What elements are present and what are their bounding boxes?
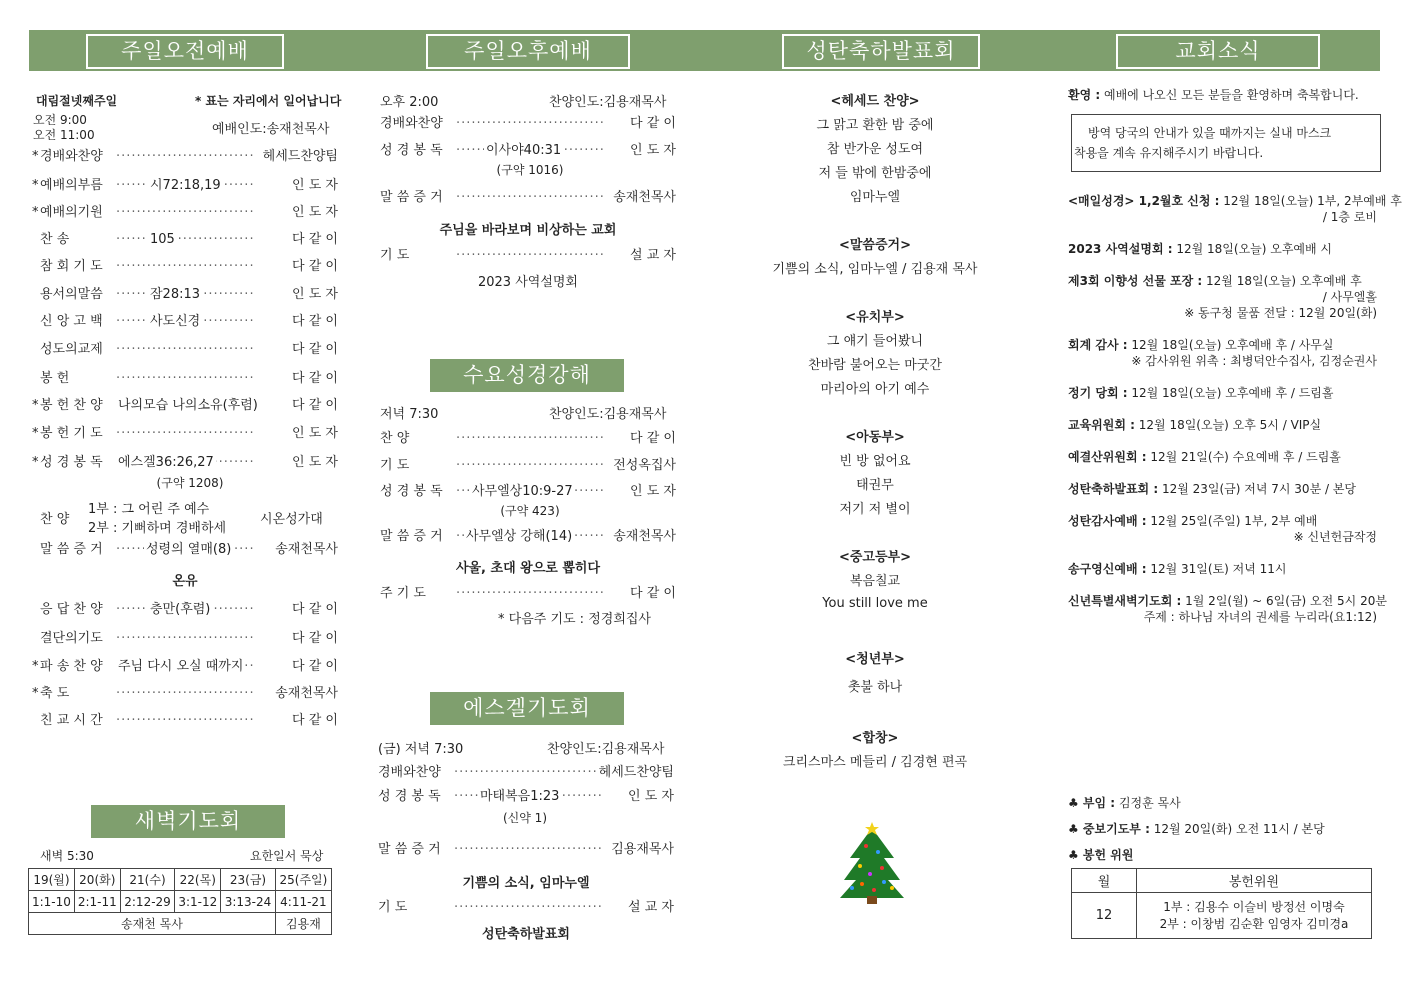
order-row: [40, 341, 338, 359]
order-row: [40, 258, 338, 276]
ezekiel-sermon-label: 말 씀 증 거: [378, 842, 441, 857]
order-label: 성 경 봉 독: [380, 143, 443, 158]
dawn-passage-cell: 2:12-29: [120, 891, 175, 913]
dawn-passage-cell: 2:1-11: [74, 891, 120, 913]
order-row: [40, 370, 338, 388]
order-label: 예배의부름: [40, 178, 103, 193]
order-row: [380, 430, 676, 448]
kindergarten-2: 찬바람 불어오는 마굿간: [808, 358, 942, 373]
order-label: 경배와찬양: [380, 116, 443, 131]
hesed-song-3: 저 들 밖에 한밤중에: [818, 166, 932, 181]
ezekiel-header: 에스겔기도회: [430, 692, 624, 725]
order-row: [40, 601, 338, 619]
ezekiel-sermon-row: [378, 841, 674, 859]
order-label: 봉 헌 찬 양: [40, 398, 103, 413]
order-row: [32, 177, 338, 195]
bottom-item-1: [1068, 794, 1181, 811]
ezekiel-time: (금) 저녁 7:30: [378, 742, 464, 757]
order-row: [32, 148, 338, 166]
news-item-3-text3: ※ 동구청 물품 전달 : 12월 20일(화): [1184, 306, 1377, 320]
mask-notice-box: [1071, 114, 1381, 172]
afternoon-scripture-sub: (구약 1016): [496, 163, 564, 177]
order-row: [40, 313, 338, 331]
news-item-9-title: 성탄감사예배 :: [1068, 514, 1147, 528]
standing-marker: *: [32, 178, 39, 193]
next-week-prayer: * 다음주 기도 : 정경희집사: [498, 612, 651, 627]
wednesday-sermon-title: 사울, 초대 왕으로 뽑히다: [455, 561, 601, 576]
young-adult-title: <청년부>: [845, 652, 905, 667]
dawn-day-cell: 20(화): [74, 869, 120, 891]
order-row: [380, 142, 676, 160]
duty-header-month: 월: [1072, 869, 1137, 893]
mask-notice-1: 방역 당국의 안내가 있을 때까지는 실내 마스크: [1088, 126, 1332, 140]
order-person: 인 도 자: [292, 455, 338, 470]
news-item-8: [1068, 480, 1356, 497]
order-person: 다 같 이: [292, 631, 338, 646]
service-time-2: 오전 11:00: [33, 128, 95, 142]
order-label: 성 경 봉 독: [378, 789, 441, 804]
order-row: [378, 788, 674, 806]
news-item-11: [1068, 592, 1387, 609]
dawn-day-cell: 19(월): [29, 869, 75, 891]
lords-prayer-row: [380, 585, 676, 603]
order-label: 친 교 시 간: [40, 713, 103, 728]
dawn-prayer-header: 새벽기도회: [91, 805, 285, 838]
order-label: 성 경 봉 독: [380, 484, 443, 499]
order-detail: 시72:18,19: [150, 178, 221, 193]
news-item-4: [1068, 336, 1333, 353]
welcome-line: [1068, 86, 1359, 103]
christmas-program-header: 성탄축하발표회: [782, 34, 980, 69]
order-label: 신 앙 고 백: [40, 314, 103, 329]
news-item-5-text: 12월 18일(오늘) 오후예배 후 / 드림홀: [1131, 386, 1334, 400]
order-label: 예배의기원: [40, 205, 103, 220]
lords-prayer-by: 다 같 이: [630, 586, 676, 601]
sermon-series: 성령의 열매(8): [146, 542, 232, 557]
afternoon-sermon-row: [380, 189, 676, 207]
afternoon-preacher: 송재천목사: [613, 190, 676, 205]
order-label: 봉 헌: [40, 371, 70, 386]
order-person: 다 같 이: [292, 371, 338, 386]
wednesday-sermon-row: [380, 528, 676, 546]
news-item-3-text2: / 사무엘홀: [1322, 290, 1377, 304]
kindergarten-3: 마리아의 아기 예수: [820, 382, 930, 397]
order-person: 인 도 자: [292, 205, 338, 220]
wednesday-sermon-label: 말 씀 증 거: [380, 529, 443, 544]
wednesday-preacher: 송재천목사: [613, 529, 676, 544]
order-detail: 잠28:13: [150, 287, 201, 302]
welcome-title: 환영 :: [1068, 88, 1101, 102]
church-news-header: 교회소식: [1116, 34, 1320, 69]
lords-prayer-label: 주 기 도: [380, 586, 426, 601]
order-row: [40, 712, 338, 730]
order-label: 성 경 봉 독: [40, 455, 103, 470]
service-time-1: 오전 9:00: [33, 113, 87, 127]
order-label: 기 도: [380, 458, 410, 473]
wednesday-time: 저녁 7:30: [380, 407, 439, 422]
news-item-7-title: 예결산위원회 :: [1068, 450, 1147, 464]
order-person: 인 도 자: [630, 143, 676, 158]
youth-title: <중고등부>: [838, 550, 912, 565]
news-item-9-text: 12월 25일(주일) 1부, 2부 예배: [1150, 514, 1318, 528]
order-person: 인 도 자: [630, 484, 676, 499]
hesed-song-1: 그 맑고 환한 밤 중에: [816, 118, 934, 133]
order-row: [380, 457, 676, 475]
news-item-2-title: 2023 사역설명회 :: [1068, 242, 1173, 256]
news-item-7-text: 12월 21일(수) 수요예배 후 / 드림홀: [1150, 450, 1341, 464]
order-detail: 나의모습 나의소유(후렴): [118, 398, 258, 413]
standing-marker: *: [32, 686, 39, 701]
news-item-5: [1068, 384, 1333, 401]
hymn-label: 찬 양: [40, 512, 70, 527]
sermon-row: [40, 541, 338, 559]
order-detail: 이사야40:31: [486, 143, 562, 158]
dawn-book: 요한일서 묵상: [250, 849, 324, 863]
duty-line-2: 2부 : 이창범 김순환 임영자 김미경a: [1159, 916, 1349, 931]
order-person: 다 같 이: [292, 713, 338, 728]
hesed-song-2: 참 반가운 성도여: [826, 142, 924, 157]
afternoon-time: 오후 2:00: [380, 95, 439, 110]
bottom-item-2-text: 12월 20일(화) 오전 11시 / 본당: [1153, 822, 1325, 836]
bottom-item-1-text: 김정훈 목사: [1118, 796, 1181, 810]
order-person: 헤세드찬양팀: [598, 765, 674, 780]
order-label: 찬 양: [380, 431, 410, 446]
afternoon-prayer-row: [380, 247, 676, 265]
afternoon-service-header: 주일오후예배: [426, 34, 630, 69]
standing-marker: *: [32, 205, 39, 220]
order-label: 파 송 찬 양: [40, 659, 103, 674]
order-row: [40, 286, 338, 304]
welcome-text: 예배에 나오신 모든 분들을 환영하며 축복합니다.: [1104, 88, 1359, 102]
ezekiel-scripture-sub: (신약 1): [503, 811, 547, 825]
afternoon-prayer-by: 설 교 자: [630, 248, 676, 263]
hesed-song-4: 임마누엘: [849, 190, 901, 205]
sunday-name: 대림절넷째주일: [36, 94, 118, 108]
dawn-leader-1: 송재천 목사: [29, 913, 276, 935]
news-item-10: [1068, 560, 1287, 577]
order-detail: 주님 다시 오실 때까지: [118, 659, 244, 674]
wednesday-leader: 찬양인도:김용재목사: [549, 407, 667, 422]
youth-2: You still love me: [822, 596, 928, 611]
order-person: 전성옥집사: [613, 458, 676, 473]
order-row: [32, 658, 338, 676]
kindergarten-1: 그 얘기 들어봤니: [826, 334, 924, 349]
morning-service-header: 주일오전예배: [86, 34, 284, 69]
order-person: 다 같 이: [292, 342, 338, 357]
order-label: 경배와찬양: [40, 149, 103, 164]
order-person: 다 같 이: [292, 232, 338, 247]
bottom-item-1-title: ♣ 부임 :: [1068, 796, 1116, 810]
news-item-4-title: 회계 감사 :: [1068, 338, 1128, 352]
news-item-11-title: 신년특별새벽기도회 :: [1068, 594, 1182, 608]
order-person: 송재천목사: [275, 686, 338, 701]
dawn-passage-cell: 1:1-10: [29, 891, 75, 913]
news-item-4-text: 12월 18일(오늘) 오후예배 후 / 사무실: [1131, 338, 1334, 352]
order-row: [32, 454, 338, 472]
news-item-6: [1068, 416, 1321, 433]
dawn-passage-cell: 4:11-21: [275, 891, 331, 913]
order-row: [380, 483, 676, 501]
order-person: 인 도 자: [292, 178, 338, 193]
ezekiel-leader: 찬양인도:김용재목사: [547, 742, 665, 757]
standing-marker: *: [32, 659, 39, 674]
standing-marker: *: [32, 455, 39, 470]
order-row: [32, 397, 338, 415]
order-detail: 충만(후렴): [150, 602, 211, 617]
news-item-3-text: 12월 18일(오늘) 오후예배 후: [1206, 274, 1362, 288]
sermon-title: 온유: [172, 574, 198, 589]
order-detail: 마태복음1:23: [480, 789, 560, 804]
afternoon-sermon-label: 말 씀 증 거: [380, 190, 443, 205]
choir-1: 크리스마스 메들리 / 김경현 편곡: [782, 755, 968, 770]
sermon-label: 말 씀 증 거: [40, 542, 103, 557]
order-row: [40, 630, 338, 648]
afternoon-leader: 찬양인도:김용재목사: [549, 95, 667, 110]
message-line: 기쁨의 소식, 임마누엘 / 김용재 목사: [772, 262, 978, 277]
news-item-11-text2: 주제 : 하나님 자녀의 권세를 누리라(요1:12): [1143, 610, 1377, 624]
news-item-10-title: 송구영신예배 :: [1068, 562, 1147, 576]
news-item-11-text: 1월 2일(월) ~ 6일(금) 오전 5시 20분: [1185, 594, 1387, 608]
afternoon-sermon-title: 주님을 바라보며 비상하는 교회: [439, 223, 617, 238]
news-item-1-text: 12월 18일(오늘) 1부, 2부예배 후: [1223, 194, 1402, 208]
duty-month: 12: [1072, 893, 1137, 939]
order-label: 찬 송: [40, 232, 70, 247]
dawn-schedule-table: [28, 868, 332, 935]
order-person: 다 같 이: [292, 602, 338, 617]
order-label: 결단의기도: [40, 631, 103, 646]
news-item-5-title: 정기 당회 :: [1068, 386, 1128, 400]
order-row: [32, 204, 338, 222]
children-2: 태권무: [856, 478, 894, 493]
news-item-8-text: 12월 23일(금) 저녁 7시 30분 / 본당: [1161, 482, 1357, 496]
duty-line-1: 1부 : 김용수 이슬비 방정선 이명숙: [1163, 899, 1345, 914]
worship-leader: 예배인도:송재천목사: [212, 122, 330, 137]
dawn-day-cell: 23(금): [221, 869, 276, 891]
christmas-tree-icon: [836, 822, 908, 904]
bottom-item-3-title: ♣ 봉헌 위원: [1068, 848, 1134, 862]
choir-name: 시온성가대: [260, 512, 323, 527]
order-detail: 사도신경: [150, 314, 201, 329]
children-1: 빈 방 없어요: [839, 454, 911, 469]
message-title: <말씀증거>: [838, 238, 912, 253]
order-person: 다 같 이: [292, 314, 338, 329]
ezekiel-prayer-label: 기 도: [378, 900, 408, 915]
hymn-part2: 2부 : 기뻐하며 경배하세: [88, 521, 227, 536]
standing-marker: *: [32, 149, 39, 164]
news-item-3-title: 제3회 이향성 선물 포장 :: [1068, 274, 1203, 288]
order-person: 인 도 자: [292, 426, 338, 441]
news-item-6-title: 교육위원회 :: [1068, 418, 1135, 432]
news-item-1-text2: / 1층 로비: [1322, 210, 1377, 224]
news-item-9: [1068, 512, 1317, 529]
order-person: 다 같 이: [630, 431, 676, 446]
order-person: 다 같 이: [630, 116, 676, 131]
dawn-time: 새벽 5:30: [40, 849, 94, 863]
kindergarten-title: <유치부>: [845, 310, 905, 325]
news-item-2: [1068, 240, 1332, 257]
news-item-7: [1068, 448, 1341, 465]
news-item-10-text: 12월 31일(토) 저녁 11시: [1150, 562, 1287, 576]
bottom-item-2-title: ♣ 중보기도부 :: [1068, 822, 1150, 836]
wednesday-scripture-sub: (구약 423): [500, 504, 560, 518]
mask-notice-2: 착용을 계속 유지해주시기 바랍니다.: [1074, 146, 1264, 160]
ezekiel-prayer-by: 설 교 자: [628, 900, 674, 915]
dawn-day-cell: 25(주일): [275, 869, 331, 891]
wednesday-header: 수요성경강해: [430, 359, 624, 392]
afternoon-prayer-label: 기 도: [380, 248, 410, 263]
news-item-6-text: 12월 18일(오늘) 오후 5시 / VIP실: [1138, 418, 1322, 432]
order-person: 인 도 자: [292, 287, 338, 302]
wednesday-sermon-series: 사무엘상 강해(14): [466, 529, 573, 544]
order-row: [380, 115, 676, 133]
news-item-9-text2: ※ 신년헌금작정: [1293, 530, 1377, 544]
young-adult-1: 촛불 하나: [847, 680, 903, 695]
order-label: 참 회 기 도: [40, 259, 103, 274]
dawn-day-cell: 21(수): [120, 869, 175, 891]
hymn-part1: 1부 : 그 어린 주 예수: [88, 502, 210, 517]
standing-marker: *: [32, 426, 39, 441]
bottom-item-2: [1068, 820, 1325, 837]
order-label: 응 답 찬 양: [40, 602, 103, 617]
youth-1: 복음칠교: [849, 574, 901, 589]
news-item-2-text: 12월 18일(오늘) 오후예배 시: [1176, 242, 1333, 256]
order-detail: 에스겔36:26,27: [118, 455, 214, 470]
standing-marker: *: [32, 398, 39, 413]
order-person: 다 같 이: [292, 659, 338, 674]
order-label: 용서의말씀: [40, 287, 103, 302]
order-person: 다 같 이: [292, 259, 338, 274]
offering-duty-table: [1071, 868, 1372, 939]
ezekiel-note: 성탄축하발표회: [482, 927, 570, 942]
order-label: 봉 헌 기 도: [40, 426, 103, 441]
dawn-passage-cell: 3:13-24: [221, 891, 276, 913]
sermon-preacher: 송재천목사: [275, 542, 338, 557]
children-title: <아동부>: [845, 430, 905, 445]
order-label: 경배와찬양: [378, 765, 441, 780]
news-item-4-text2: ※ 감사위원 위촉 : 최병덕안수집사, 김정순권사: [1131, 354, 1377, 368]
duty-header-members: 봉헌위원: [1137, 869, 1372, 893]
children-3: 저기 저 별이: [839, 502, 911, 517]
dawn-day-cell: 22(목): [175, 869, 221, 891]
order-label: 성도의교제: [40, 342, 103, 357]
standing-note: * 표는 자리에서 일어납니다: [195, 94, 342, 108]
order-label: 축 도: [40, 686, 70, 701]
hesed-praise-title: <헤세드 찬양>: [830, 94, 920, 109]
dawn-passage-cell: 3:1-12: [175, 891, 221, 913]
dawn-leader-2: 김용재: [275, 913, 331, 935]
news-item-1-title: <매일성경> 1,2월호 신청 :: [1068, 194, 1220, 208]
afternoon-note: 2023 사역설명회: [477, 275, 578, 290]
news-item-8-title: 성탄축하발표회 :: [1068, 482, 1159, 496]
order-person: 인 도 자: [628, 789, 674, 804]
order-detail: 사무엘상10:9-27: [472, 484, 573, 499]
choir-title: <합창>: [851, 731, 899, 746]
morning-scripture-sub: (구약 1208): [156, 476, 224, 490]
order-detail: 105: [150, 232, 175, 247]
ezekiel-prayer-row: [378, 899, 674, 917]
ezekiel-sermon-title: 기쁨의 소식, 임마누엘: [462, 876, 590, 891]
news-item-3: [1068, 272, 1362, 289]
order-person: 헤세드찬양팀: [262, 149, 338, 164]
order-row: [32, 425, 338, 443]
order-person: 다 같 이: [292, 398, 338, 413]
order-row: [32, 685, 338, 703]
news-item-1: [1068, 192, 1402, 209]
ezekiel-preacher: 김용재목사: [611, 842, 674, 857]
order-row: [40, 231, 338, 249]
order-row: [378, 764, 674, 782]
